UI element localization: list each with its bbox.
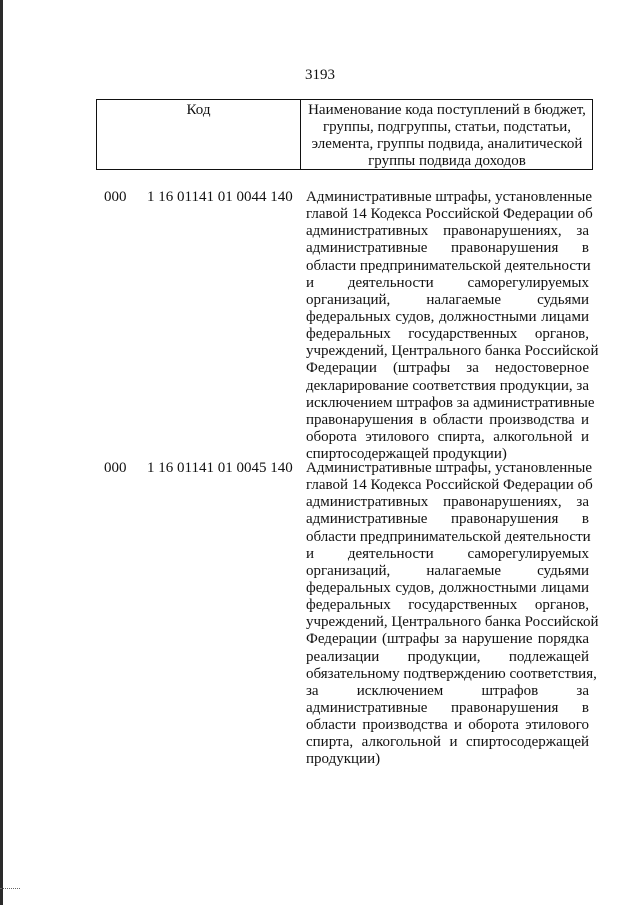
revenue-code: 1 16 01141 01 0044 140 [147, 189, 293, 205]
description-line: правонарушения в области производства и [306, 411, 589, 428]
revenue-description [306, 460, 599, 769]
description-line: спирта, алкогольной и спиртосодержащей [306, 734, 589, 751]
description-line: федеральных судов, должностными лицами [306, 579, 589, 596]
header-name-line: группы, подгруппы, статьи, подстатьи, [322, 119, 572, 135]
description-line: административных правонарушениях, за [306, 223, 589, 240]
description-line: Федерации (штрафы за нарушение порядка [306, 631, 589, 648]
page-number: 3193 [305, 67, 335, 83]
description-line: административных правонарушениях, за [306, 494, 589, 511]
admin-code: 000 [104, 460, 127, 476]
description-line: учреждений, Центрального банка Российской [306, 343, 599, 360]
description-line: организаций, налагаемые судьями [306, 291, 589, 308]
revenue-code: 1 16 01141 01 0045 140 [147, 460, 293, 476]
description-line: продукции) [306, 751, 381, 768]
description-line: реализации продукции, подлежащей [306, 648, 589, 665]
header-name-label [303, 102, 591, 170]
description-line: за исключением штрафов за [306, 682, 589, 699]
description-line: обязательному подтверждению соответствия, [306, 665, 597, 682]
description-line: оборота этилового спирта, алкогольной и [306, 428, 589, 445]
description-line: федеральных судов, должностными лицами [306, 308, 589, 325]
description-line: организаций, налагаемые судьями [306, 562, 589, 579]
description-line: Федерации (штрафы за недостоверное [306, 360, 589, 377]
page-left-edge [0, 0, 3, 905]
description-line: и деятельности саморегулируемых [306, 274, 589, 291]
description-line: главой 14 Кодекса Российской Федерации об [306, 477, 593, 494]
description-line: Административные штрафы, установленные [306, 460, 593, 476]
scan-artifact [0, 888, 20, 893]
description-line: спиртосодержащей продукции) [306, 446, 507, 463]
header-name-line: группы подвида доходов [368, 153, 526, 169]
header-column-divider [300, 100, 301, 169]
description-line: федеральных государственных органов, [306, 326, 589, 343]
description-line: области предпринимательской деятельности [306, 257, 591, 274]
revenue-description [306, 189, 599, 463]
header-name-line: элемента, группы подвида, аналитической [311, 136, 583, 152]
header-code-label: Код [186, 102, 211, 118]
header-name-line: Наименование кода поступлений в бюджет, [308, 102, 586, 118]
admin-code: 000 [104, 189, 127, 205]
description-line: административные правонарушения в [306, 240, 589, 257]
description-line: Административные штрафы, установленные [306, 189, 593, 205]
description-line: и деятельности саморегулируемых [306, 545, 589, 562]
table-header [96, 99, 593, 170]
description-line: главой 14 Кодекса Российской Федерации об [306, 206, 593, 223]
description-line: области производства и оборота этилового [306, 717, 589, 734]
description-line: учреждений, Центрального банка Российской [306, 614, 599, 631]
description-line: декларирование соответствия продукции, за [306, 377, 589, 394]
description-line: области предпринимательской деятельности [306, 528, 591, 545]
description-line: федеральных государственных органов, [306, 597, 589, 614]
description-line: исключением штрафов за административные [306, 394, 595, 411]
description-line: административные правонарушения в [306, 511, 589, 528]
description-line: административные правонарушения в [306, 699, 589, 716]
